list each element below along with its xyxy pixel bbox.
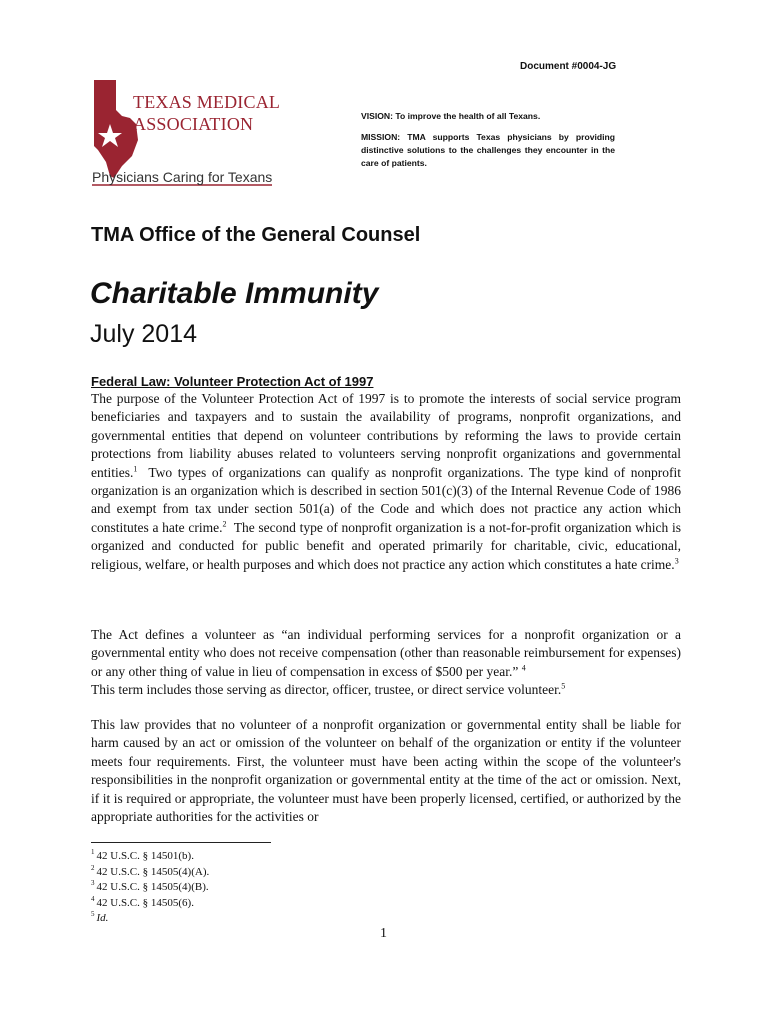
- logo-text-line1: TEXAS MEDICAL: [133, 92, 281, 112]
- logo-tagline: Physicians Caring for Texans: [92, 169, 273, 185]
- footnote: $^3$ 42 U.S.C. § 14505(4)(B).: [91, 879, 209, 893]
- section-heading: Federal Law: Volunteer Protection Act of 1997: [91, 374, 374, 389]
- texas-shape-icon: [94, 80, 138, 178]
- document-date: July 2014: [90, 320, 198, 348]
- page-number: 1: [380, 926, 387, 941]
- vision-statement: VISION: To improve the health of all Texans.: [361, 111, 541, 121]
- paragraph-3: This law provides that no volunteer of a nonprofit organization or governmental entity shall be liable for harm caused by an act or omission of the volunteer on behalf of the organization or entity if the volunteer meets four requirements. First, the volunteer must have been acting within the scope of the volunteer's responsibilities in the nonprofit organization or governmental entity at the time of the act or omission. Next, if it is required or appropriate, the volunteer must have been properly licensed, certified, or authorized by the appropriate authorities for the activities or: [91, 717, 681, 825]
- footnotes: [91, 849, 209, 927]
- document-number: Document #0004-JG: [520, 61, 617, 72]
- office-heading: TMA Office of the General Counsel: [91, 224, 421, 246]
- mission-statement: MISSION: TMA supports Texas physicians by providing distinctive solutions to the challenges they encounter in the care of patients.: [361, 132, 615, 168]
- footnote: $^5$ Id.: [91, 910, 109, 924]
- footnote: $^2$ 42 U.S.C. § 14505(4)(A).: [91, 863, 210, 878]
- paragraph-2: The Act defines a volunteer as “an individual performing services for a nonprofit organization or a governmental entity who does not receive compensation (other than reasonable reimbursement for expenses) or any other thing of value in lieu of compensation in excess of $500 per year.” $^4$ This term includes those serving as director, officer, trustee, or direct service volunteer.$^5$: [91, 627, 681, 698]
- paragraph-1: The purpose of the Volunteer Protection Act of 1997 is to promote the interests of social service program beneficiaries and taxpayers and to sustain the availability of programs, nonprofit organizations, and governmental entities that depend on volunteer contributions by reforming the laws to provide certain protections from liability abuses related to volunteers serving nonprofit organizations and governmental entities.$^1$ Two types of organizations can qualify as nonprofit organizations. The type kind of nonprofit organization is an organization which is described in section 501(c)(3) of the Internal Revenue Code of 1986 and exempt from tax under section 501(a) of the Code and which does not practice any action which constitutes a hate crime.$^2$ The second type of nonprofit organization is a not-for-profit organization which is organized and conducted for public benefit and operated primarily for charitable, civic, educational, religious, welfare, or health purposes and which does not practice any action which constitutes a hate crime.$^3$: [91, 391, 681, 572]
- footnote: $^4$ 42 U.S.C. § 14505(6).: [91, 894, 194, 909]
- footnote-divider: [91, 842, 271, 843]
- footnote: $^1$ 42 U.S.C. § 14501(b).: [91, 848, 194, 862]
- logo-text-line2: ASSOCIATION: [133, 114, 254, 134]
- page-title: Charitable Immunity: [90, 277, 379, 310]
